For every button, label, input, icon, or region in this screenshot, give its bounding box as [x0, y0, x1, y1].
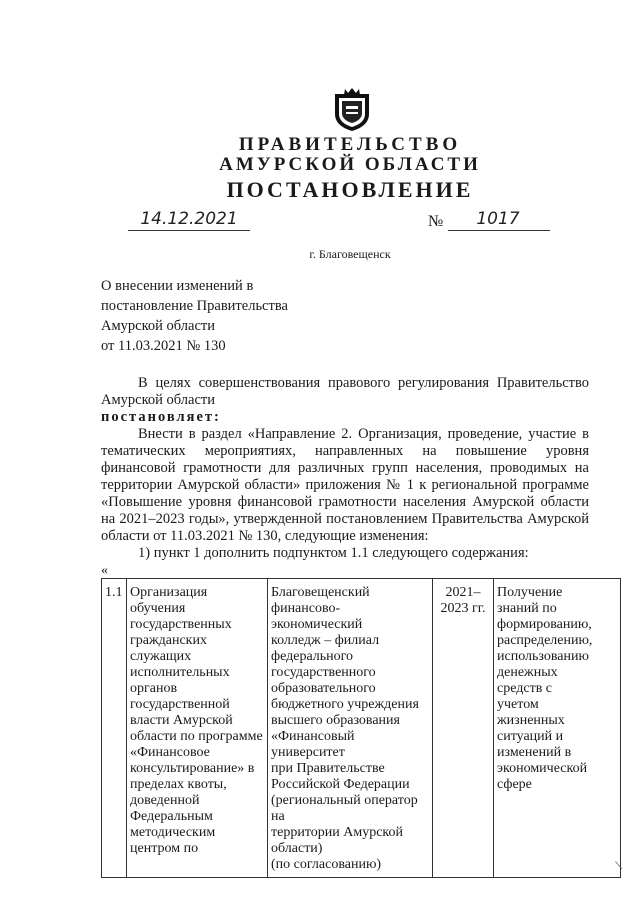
- document-type-title: ПОСТАНОВЛЕНИЕ: [226, 177, 474, 202]
- subject-line: от 11.03.2021 № 130: [101, 338, 226, 354]
- subject-line: О внесении изменений в: [101, 278, 254, 294]
- number-sign: №: [428, 213, 444, 230]
- amendment-paragraph: Внести в раздел «Направление 2. Организация, проведение, участие в тематических мероприятиях, направленных на повышение уровня финансовой грамотности для различных групп населения, проводимых на территории Амурской области» приложения № 1 к региональной программе «Повышение уровня финансовой грамотности населения Амурской области на 2021–2023 годы», утвержденной постановлением Правительства Амурской области от 11.03.2021 № 130, следующие изменения:: [101, 426, 589, 544]
- government-title-line2: АМУРСКОЙ ОБЛАСТИ: [219, 154, 481, 175]
- document-body: [101, 375, 589, 562]
- opening-quote: «: [101, 563, 108, 578]
- subject-line: постановление Правительства: [101, 298, 288, 314]
- subject-line: Амурской области: [101, 318, 215, 334]
- amendment-table: [101, 578, 621, 878]
- government-title-line1: ПРАВИТЕЛЬСТВО: [238, 134, 462, 155]
- preamble-paragraph: В целях совершенствования правового регулирования Правительство Амурской области: [101, 375, 589, 408]
- decree-word: постановляет:: [101, 409, 221, 425]
- item-paragraph: 1) пункт 1 дополнить подпунктом 1.1 следующего содержания:: [138, 545, 529, 561]
- cell-period: 2021– 2023 гг.: [433, 579, 494, 878]
- coat-of-arms-emblem: [331, 86, 373, 132]
- cell-item-number: 1.1: [102, 579, 127, 878]
- cell-result: Получение знаний по формированию, распределению, использованию денежных средств с учетом жизненных ситуаций и изменений в экономической сфере: [494, 579, 621, 878]
- document-date: 14.12.2021: [140, 209, 238, 229]
- document-number: 1017: [476, 209, 520, 229]
- cell-executor: Благовещенский финансово-экономический колледж – филиал федерального государственного образовательного бюджетного учреждения высшего образования «Финансовый университет при Правительстве Российской Федерации (региональный оператор на территории Амурской области) (по согласованию): [268, 579, 433, 878]
- date-underline: [128, 230, 250, 231]
- city-name: г. Благовещенск: [309, 247, 391, 261]
- table-row: [102, 579, 621, 878]
- page-mark: /: [612, 860, 627, 872]
- document-subject: [101, 276, 288, 356]
- cell-activity: Организация обучения государственных гражданских служащих исполнительных органов государственной власти Амурской области по программе «Финансовое консультирование» в пределах квоты, доведенной Федеральным методическим центром по: [127, 579, 268, 878]
- number-underline: [448, 230, 550, 231]
